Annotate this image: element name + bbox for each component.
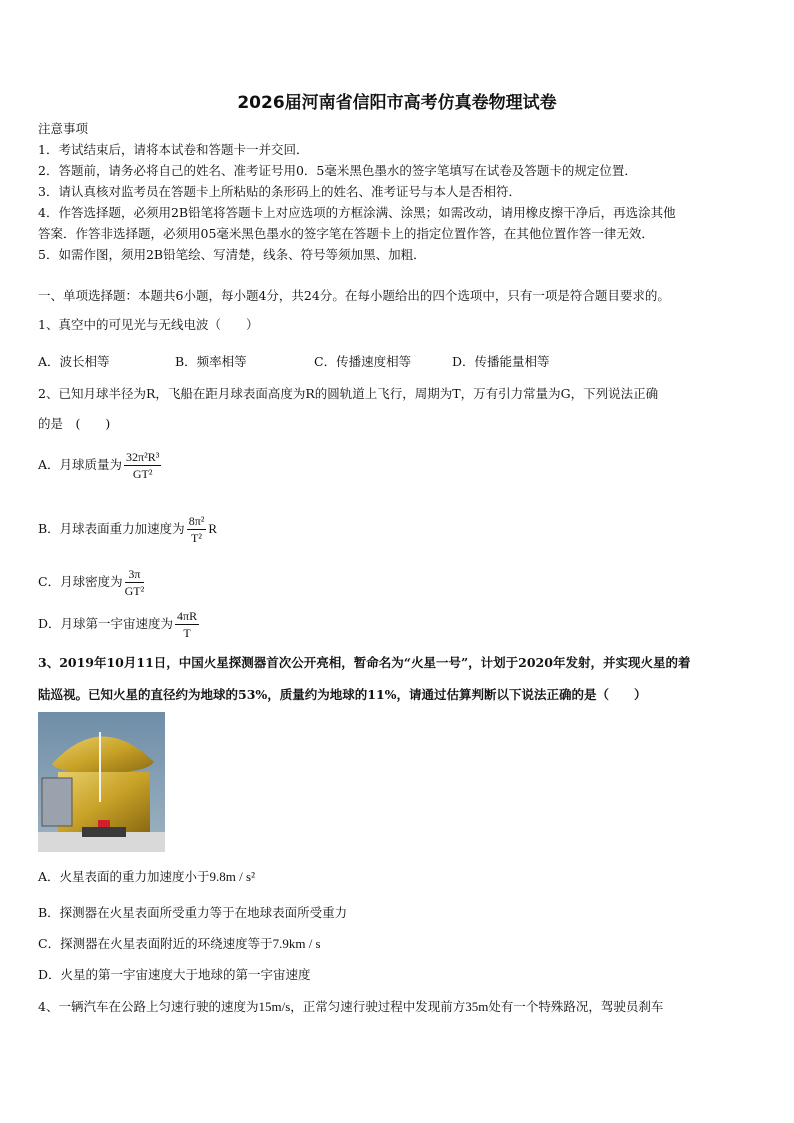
page-title: 2026届河南省信阳市高考仿真卷物理试卷 xyxy=(237,93,557,113)
q1-option-a: A．波长相等 xyxy=(38,354,110,369)
notice-item: 4．作答选择题，必须用2B铅笔将答题卡上对应选项的方框涂满、涂黑；如需改动，请用橡皮擦干净后，再选涂其他 xyxy=(38,205,676,220)
q3-stem-line2: 陆巡视。已知火星的直径约为地球的53%，质量约为地球的11%，请通过估算判断以下说法正确的是（ ） xyxy=(38,687,647,702)
mars-probe-photo xyxy=(38,712,165,852)
fraction-denominator: GT² xyxy=(132,467,153,481)
q1-stem: 1、真空中的可见光与无线电波（ ） xyxy=(38,317,259,332)
q2-option-a xyxy=(38,450,163,481)
q2-option-a-label: A．月球质量为 xyxy=(38,457,123,472)
q2-stem-line1: 2、已知月球半径为R，飞船在距月球表面高度为R的圆轨道上飞行，周期为T，万有引力常量为G，下列说法正确 xyxy=(38,386,659,401)
q2-option-d-fraction xyxy=(175,609,199,640)
q4-part1: 4、一辆汽车在公路上匀速行驶的速度为 xyxy=(38,999,259,1014)
q1-option-b: B．频率相等 xyxy=(175,354,247,369)
section-heading: 一、单项选择题：本题共6小题，每小题4分，共24分。在每小题给出的四个选项中，只有一项是符合题目要求的。 xyxy=(38,288,670,303)
q2-option-d-label: D．月球第一宇宙速度为 xyxy=(38,616,174,631)
q2-option-a-fraction xyxy=(124,450,161,481)
q3-stem-line1: 3、2019年10月11日，中国火星探测器首次公开亮相，暂命名为“火星一号”，计划于2020年发射，并实现火星的着 xyxy=(38,655,691,670)
fraction-denominator: GT² xyxy=(124,584,145,598)
q2-option-b-fraction xyxy=(187,514,207,545)
q4-part2: ，正常匀速行驶过程中发现前方 xyxy=(290,999,466,1014)
q3-option-c xyxy=(38,936,321,952)
q3-option-a-text: A．火星表面的重力加速度小于 xyxy=(38,869,210,884)
q3-option-c-value: 7.9km / s xyxy=(272,936,321,951)
notice-item: 1．考试结束后，请将本试卷和答题卡一并交回． xyxy=(38,142,309,157)
notice-heading: 注意事项 xyxy=(38,121,89,136)
q3-option-d: D．火星的第一宇宙速度大于地球的第一宇宙速度 xyxy=(38,967,311,982)
q2-option-c-label: C．月球密度为 xyxy=(38,574,123,589)
q3-option-a xyxy=(38,869,255,885)
q4-part3: 处有一个特殊路况，驾驶员刹车 xyxy=(488,999,664,1014)
fraction-numerator: 32π²R³ xyxy=(126,450,160,464)
q3-option-a-value: 9.8m / s² xyxy=(209,869,255,884)
notice-item: 3．请认真核对监考员在答题卡上所粘贴的条形码上的姓名、准考证号与本人是否相符． xyxy=(38,184,521,199)
fraction-denominator: T² xyxy=(191,531,202,545)
q4-speed: 15m/s xyxy=(258,999,291,1014)
q2-option-c-fraction xyxy=(125,567,145,598)
q3-option-c-text: C．探测器在火星表面附近的环绕速度等于 xyxy=(38,936,273,951)
q3-option-b: B．探测器在火星表面所受重力等于在地球表面所受重力 xyxy=(38,905,348,920)
q2-option-b xyxy=(38,514,217,545)
q4-stem xyxy=(38,999,663,1015)
fraction-numerator: 8π² xyxy=(188,514,205,528)
q4-distance: 35m xyxy=(465,999,489,1014)
notice-item: 2．答题前，请务必将自己的姓名、准考证号用0．5毫米黑色墨水的签字笔填写在试卷及答题卡的规定位置． xyxy=(38,163,637,178)
q2-option-b-tail: R xyxy=(208,521,218,536)
notice-item: 答案．作答非选择题，必须用05毫米黑色墨水的签字笔在答题卡上的指定位置作答，在其他位置作答一律无效． xyxy=(38,226,654,241)
fraction-denominator: T xyxy=(183,626,191,640)
q1-option-c: C．传播速度相等 xyxy=(314,354,412,369)
fraction-numerator: 4πR xyxy=(177,609,198,623)
q2-option-b-label: B．月球表面重力加速度为 xyxy=(38,521,185,536)
fraction-numerator: 3π xyxy=(125,567,145,583)
notice-item: 5．如需作图，须用2B铅笔绘、写清楚，线条、符号等须加黑、加粗． xyxy=(38,247,426,262)
q2-stem-line2: 的是 ( ) xyxy=(38,416,111,431)
q2-option-d xyxy=(38,609,201,640)
q2-option-c xyxy=(38,567,146,598)
q1-option-d: D．传播能量相等 xyxy=(452,354,550,369)
